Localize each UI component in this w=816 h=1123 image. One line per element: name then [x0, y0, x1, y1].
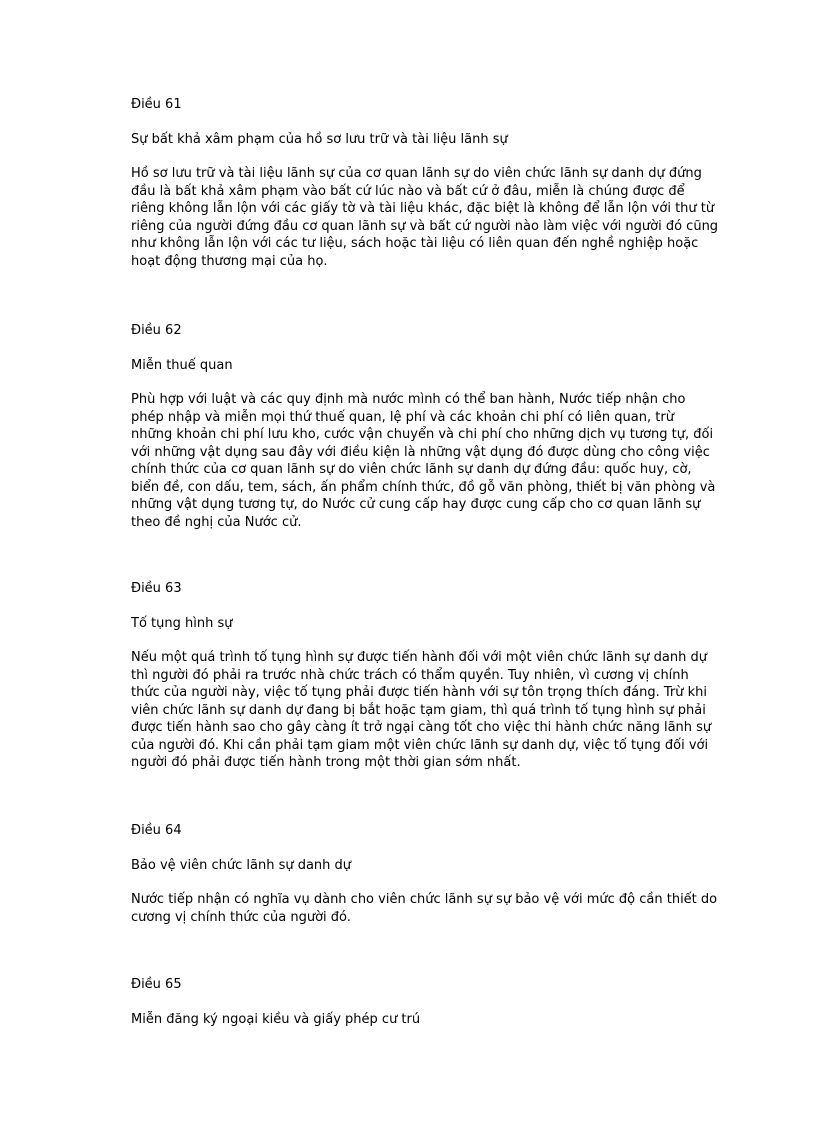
body-line: riêng của người đứng đầu cơ quan lãnh sự và bất cứ người nào làm việc với người đó cũng — [131, 218, 719, 234]
article-62 — [131, 322, 715, 531]
body-line: Phù hợp với luật và các quy định mà nước mình có thể ban hành, Nước tiếp nhận cho — [131, 392, 686, 407]
body-line: Nước tiếp nhận có nghĩa vụ dành cho viên chức lãnh sự sự bảo vệ với mức độ cần thiết do — [131, 892, 718, 907]
body-line: hoạt động thương mại của họ. — [131, 253, 328, 269]
body-line: chính thức của cơ quan lãnh sự do viên chức lãnh sự danh dự đứng đầu: quốc huy, cờ, — [131, 462, 692, 477]
body-line: người đó phải được tiến hành trong một thời gian sớm nhất. — [131, 755, 521, 770]
body-line: như không lẫn lộn với các tư liệu, sách hoặc tài liệu có liên quan đến nghề nghiệp hoặc — [131, 236, 699, 251]
article-64 — [131, 822, 717, 926]
article-title: Miễn thuế quan — [131, 358, 233, 373]
body-line: phép nhập và miễn mọi thứ thuế quan, lệ phí và các khoản chi phí có liên quan, trừ — [131, 409, 674, 425]
body-line: những khoản chi phí lưu kho, cước vận chuyển và chi phí cho những dịch vụ tương tự, đối — [131, 427, 714, 442]
body-line: cương vị chính thức của người đó. — [131, 909, 351, 925]
body-line: được tiến hành sao cho gây càng ít trở ngại càng tốt cho việc thi hành chức năng lãnh sự — [131, 720, 712, 735]
article-title: Sự bất khả xâm phạm của hồ sơ lưu trữ và tài liệu lãnh sự — [131, 132, 508, 147]
article-title: Tố tụng hình sự — [131, 616, 233, 631]
body-line: những vật dụng tương tự, do Nước cử cung cấp hay được cung cấp cho cơ quan lãnh sự — [131, 497, 701, 512]
body-line: Hồ sơ lưu trữ và tài liệu lãnh sự của cơ quan lãnh sự do viên chức lãnh sự danh dự đứng — [131, 166, 702, 181]
article-63 — [131, 580, 711, 772]
article-body — [131, 891, 717, 926]
body-line: Nếu một quá trình tố tụng hình sự được tiến hành đối với một viên chức lãnh sự danh dự — [131, 650, 707, 665]
body-line: của người đó. Khi cần phải tạm giam một viên chức lãnh sự danh dự, việc tố tụng đối với — [131, 737, 709, 753]
article-title: Miễn đăng ký ngoại kiều và giấy phép cư trú — [131, 1012, 421, 1027]
body-line: thức của người này, việc tố tụng phải được tiến hành với sự tôn trọng thích đáng. Trừ khi — [131, 685, 708, 700]
body-line: biển đề, con dấu, tem, sách, ấn phẩm chính thức, đồ gỗ văn phòng, thiết bị văn phòng và — [131, 479, 716, 495]
article-heading: Điều 65 — [131, 977, 182, 992]
body-line: theo đề nghị của Nước cử. — [131, 514, 302, 530]
article-heading: Điều 63 — [131, 581, 182, 596]
article-body — [131, 649, 711, 772]
article-61 — [131, 96, 718, 270]
body-line: viên chức lãnh sự danh dự đang bị bắt hoặc tạm giam, thì quá trình tố tụng hình sự phải — [131, 702, 706, 718]
article-body — [131, 165, 718, 270]
article-heading: Điều 64 — [131, 823, 182, 838]
body-line: riêng không lẫn lộn với các giấy tờ và tài liệu khác, đặc biệt là không để lẫn lộn với thư từ — [131, 201, 715, 216]
article-heading: Điều 62 — [131, 323, 182, 338]
body-line: với những vật dụng sau đây với điều kiện là những vật dụng đó được dùng cho công việc — [131, 444, 710, 460]
article-65 — [131, 976, 420, 1029]
body-line: đầu là bất khả xâm phạm vào bất cứ lúc nào và bất cứ ở đâu, miễn là chúng được để — [131, 183, 685, 199]
body-line: thì người đó phải ra trước nhà chức trách có thẩm quyền. Tuy nhiên, vì cương vị chính — [131, 667, 689, 683]
article-body — [131, 391, 715, 531]
article-heading: Điều 61 — [131, 97, 182, 112]
article-title: Bảo vệ viên chức lãnh sự danh dự — [131, 858, 352, 873]
